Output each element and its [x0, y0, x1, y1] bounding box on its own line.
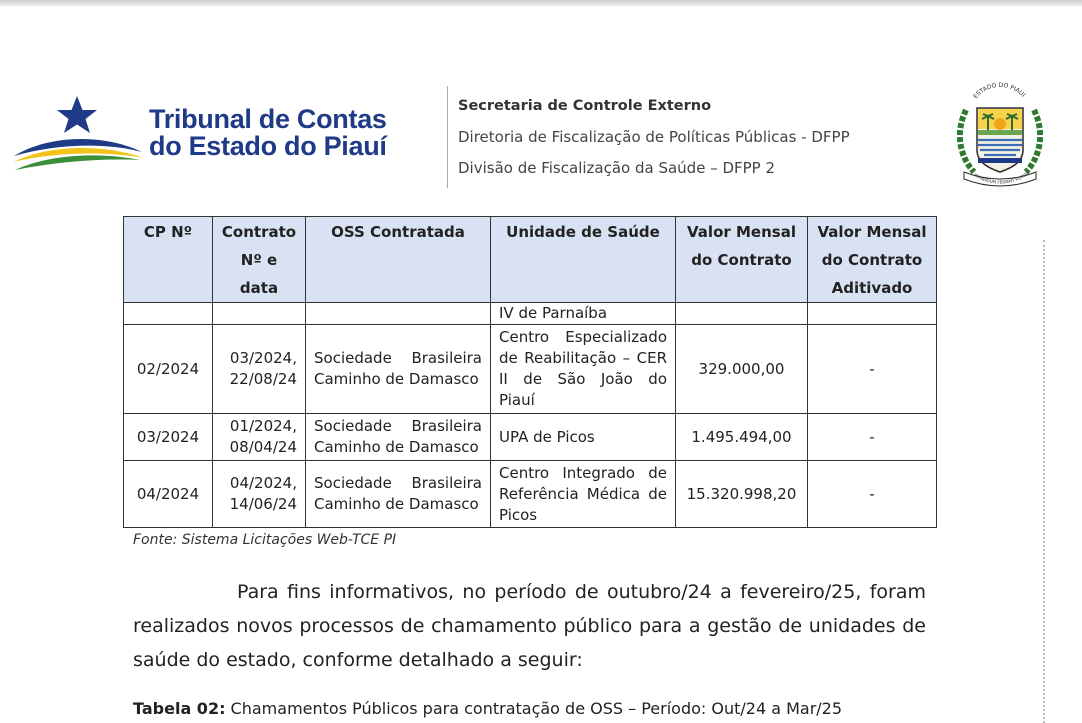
cell-oss-l2: Caminho de Damasco — [314, 438, 479, 456]
header-aditivo-l1: Valor Mensal — [817, 223, 927, 241]
caption-label: Tabela 02: — [133, 699, 226, 718]
cell-contrato — [213, 461, 306, 528]
cell-valor: 1.495.494,00 — [676, 414, 808, 461]
header-contrato-l2: Nº e — [240, 251, 278, 269]
table-source: Fonte: Sistema Licitações Web-TCE PI — [133, 532, 397, 548]
top-bar — [0, 0, 1082, 6]
cell-unidade-l1: Centro Especializado — [499, 328, 667, 346]
header-unidade: Unidade de Saúde — [491, 217, 676, 303]
cell-unidade: UPA de Picos — [491, 414, 676, 461]
cell-oss — [306, 325, 491, 414]
cell-oss-l1 — [314, 348, 482, 369]
cell-oss — [306, 414, 491, 461]
cell-oss-l1a: Sociedade — [314, 349, 392, 367]
header-divisao: Divisão de Fiscalização da Saúde – DFPP 2 — [458, 159, 776, 177]
cell-unidade-l1: Centro Integrado de — [499, 463, 667, 482]
caption-text: Chamamentos Públicos para contratação de OSS – Período: Out/24 a Mar/25 — [225, 699, 843, 718]
crest-bottom-text: IMPAVIDUM FERIENT RUINAE — [973, 169, 1031, 185]
cell-unidade-l4: Piauí — [499, 391, 535, 409]
state-crest-icon — [950, 80, 1050, 190]
cell-aditivo: - — [808, 414, 937, 461]
header-valor-l1: Valor Mensal — [687, 223, 796, 241]
cell-oss — [306, 303, 491, 325]
cell-oss-l1 — [314, 416, 482, 437]
cell-contrato — [213, 414, 306, 461]
header-oss: OSS Contratada — [306, 217, 491, 303]
cell-unidade — [491, 461, 676, 528]
table-caption — [133, 699, 842, 718]
cell-oss-l1b: Brasileira — [411, 474, 482, 492]
cell-valor — [676, 303, 808, 325]
cell-unidade — [491, 325, 676, 414]
table-row — [124, 325, 937, 414]
cell-unidade-l3: II de São João do — [499, 370, 667, 388]
header-divider — [447, 86, 448, 188]
header-cp: CP Nº — [124, 217, 213, 303]
crest-ground — [978, 130, 1022, 135]
table-row — [124, 461, 937, 528]
cell-unidade-l2: de Reabilitação – CER — [499, 349, 667, 367]
cell-contrato-l2: 14/06/24 — [229, 495, 297, 513]
cell-oss-l1b: Brasileira — [411, 349, 482, 367]
cell-unidade-l2: Referência Médica de — [499, 484, 667, 503]
header-diretoria: Diretoria de Fiscalização de Políticas Públicas - DFPP — [458, 128, 850, 146]
table-row — [124, 303, 937, 325]
paragraph-text: Para fins informativos, no período de outubro/24 a fevereiro/25, foram realizados novos processos de chamamento público para a gestão de unidades de saúde do estado, conforme detalhado a seguir: — [133, 581, 926, 671]
tce-logo-icon — [10, 94, 150, 180]
cell-cp: 04/2024 — [124, 461, 213, 528]
table-header-row — [124, 217, 937, 303]
cell-unidade: IV de Parnaíba — [491, 303, 676, 325]
cell-contrato-l1: 04/2024, — [229, 474, 297, 492]
cell-oss-l1a: Sociedade — [314, 417, 392, 435]
cell-cp: 03/2024 — [124, 414, 213, 461]
cell-contrato — [213, 325, 306, 414]
org-name-line1: Tribunal de Contas — [149, 104, 387, 134]
header-aditivo-l2: do Contrato — [821, 251, 923, 269]
crest-top-text: ESTADO DO PIAUÍ — [972, 81, 1027, 101]
crest-laurel-left — [960, 110, 974, 172]
cell-oss-l1a: Sociedade — [314, 474, 392, 492]
crest-laurel-right — [1026, 110, 1040, 172]
body-paragraph — [133, 575, 926, 677]
cell-contrato-l2: 22/08/24 — [229, 370, 297, 388]
cell-unidade-l3: Picos — [499, 505, 538, 524]
org-name — [149, 106, 387, 160]
cell-oss-l2: Caminho de Damasco — [314, 495, 479, 513]
header-valor — [676, 217, 808, 303]
crest-star-band — [978, 158, 1022, 163]
org-name-line2: do Estado do Piauí — [149, 131, 387, 161]
cell-valor: 15.320.998,20 — [676, 461, 808, 528]
contracts-table — [123, 216, 937, 528]
cell-oss-l2: Caminho de Damasco — [314, 370, 479, 388]
cell-aditivo: - — [808, 461, 937, 528]
header-aditivo — [808, 217, 937, 303]
header-contrato-l3: data — [239, 279, 279, 297]
cell-contrato-l1: 01/2024, — [229, 417, 297, 435]
table-row — [124, 414, 937, 461]
header-aditivo-l3: Aditivado — [831, 279, 913, 297]
cell-aditivo: - — [808, 325, 937, 414]
cell-oss-l1 — [314, 473, 482, 494]
header-contrato-l1: Contrato — [221, 223, 297, 241]
cell-contrato — [213, 303, 306, 325]
cell-contrato-l1: 03/2024, — [229, 349, 297, 367]
header-contrato — [213, 217, 306, 303]
header-secretaria: Secretaria de Controle Externo — [458, 98, 712, 114]
header-valor-l2: do Contrato — [691, 251, 792, 269]
margin-dotted-line — [1043, 240, 1045, 723]
cell-oss-l1b: Brasileira — [411, 417, 482, 435]
logo-star — [57, 96, 97, 133]
cell-aditivo — [808, 303, 937, 325]
cell-valor: 329.000,00 — [676, 325, 808, 414]
crest-sun — [994, 118, 1006, 130]
header-text — [458, 92, 850, 185]
cell-cp — [124, 303, 213, 325]
cell-contrato-l2: 08/04/24 — [229, 438, 297, 456]
cell-oss — [306, 461, 491, 528]
cell-cp: 02/2024 — [124, 325, 213, 414]
